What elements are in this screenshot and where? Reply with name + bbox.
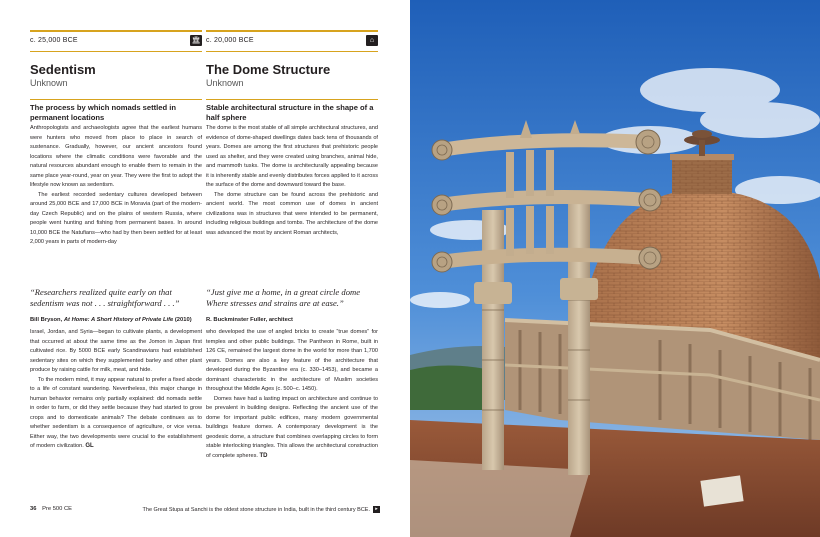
sedentism-body-2 bbox=[30, 328, 202, 496]
dome-body-1 bbox=[206, 124, 378, 280]
entry-date: c. 25,000 BCE bbox=[30, 37, 78, 44]
entry-title: The Dome Structure bbox=[206, 62, 331, 77]
entry-title: Sedentism bbox=[30, 62, 96, 77]
entry-inventor: Unknown bbox=[206, 78, 244, 88]
dome-body-2 bbox=[206, 328, 378, 496]
attribution-year: (2010) bbox=[174, 317, 192, 323]
author-initials: GL bbox=[85, 443, 94, 449]
attribution-name: Bill Bryson, bbox=[30, 317, 63, 323]
stupa-illustration bbox=[410, 0, 820, 537]
quote-attribution bbox=[30, 316, 206, 324]
stupa-photo bbox=[410, 0, 820, 537]
pull-quote: “Just give me a home, in a great circle dome Where stresses and strains are at ease.” bbox=[206, 287, 361, 308]
photo-caption: The Great Stupa at Sanchi is the oldest stone structure in India, built in the third century BCE. ▸ bbox=[143, 506, 380, 513]
section-name: Pre 500 CE bbox=[42, 506, 73, 512]
dome-icon: ⌂ bbox=[366, 35, 378, 46]
paragraph: Anthropologists and archaeologists agree that the earliest humans were hunters who moved from place to place in search of sustenance. Gradually, however, our ancient ancestors found locations where the climatic conditions were favorable and the natural resources abundant enough to enable them to remain in the same place year-round, year on year. They were the first to adopt the lifestyle now known as sedentism. bbox=[30, 125, 202, 188]
sedentism-header bbox=[30, 30, 202, 123]
paragraph: To the modern mind, it may appear natural to prefer a fixed abode to a life of constant wandering. Nevertheless, this major change in human behavior remains only partially explained: did nomads settle in order to farm, or did they settle because they had started to grow crops and to domesticate animals? The debate continues as to whether sedentism is a consequence of agriculture, or vice versa. Either way, the two developments were crucial to the establishment of modern civilization. GL bbox=[30, 376, 202, 449]
arrow-right-icon: ▸ bbox=[373, 506, 380, 513]
paragraph: The earliest recorded sedentary cultures developed between around 25,000 BCE and 17,000 BCE in Moravia (part of the modern-day Czech Republic) and on the plains of western Russia, where people went hunting and fishing from permanent bases. In around 10,000 BCE the Natufians—who had by then been settled for at least 2,000 years in parts of modern-day bbox=[30, 191, 202, 245]
header-rule bbox=[30, 30, 202, 32]
museum-icon: 🏛 bbox=[191, 37, 201, 44]
entry-inventor: Unknown bbox=[30, 78, 68, 88]
attribution-name: R. Buckminster Fuller, architect bbox=[206, 317, 293, 323]
attribution-work: At Home: A Short History of Private Life bbox=[63, 317, 174, 323]
paragraph: The dome structure can be found across the prehistoric and ancient world. The most common use of domes in ancient civilizations was in structures that were intended to be permanent, including religious buildings and tombs. The architecture of the dome was advanced the most by ancient Roman architects, bbox=[206, 191, 378, 236]
paragraph: The dome is the most stable of all simple architectural structures, and evidence of dome-shaped dwellings dates back tens of thousands of years. Domes are among the first structures that prehistoric people used as shelter, and they were created using branches, animal hide, and mammoth tusks. The dome is architecturally appealing because it is inherently stable and evenly distributes forces applied to it across the surface of the dome and downward toward the base. bbox=[206, 125, 378, 188]
dome-header bbox=[206, 30, 378, 123]
sedentism-body-1 bbox=[30, 124, 202, 280]
quote-attribution bbox=[206, 316, 382, 324]
header-rule bbox=[206, 30, 378, 32]
paragraph: who developed the use of angled bricks to create “true domes” for temples and other public buildings. The Pantheon in Rome, built in 126 CE, remained the largest dome in the world for more than 1,700 years. Domes are also a key feature of the architecture that developed during the Byzantine era (c. 330–1453), and became a dominant characteristic in the architecture of Muslim societies throughout the Middle Ages (c. 500–c. 1450). bbox=[206, 329, 378, 392]
entry-standfirst: The process by which nomads settled in permanent locations bbox=[30, 103, 177, 122]
entry-date: c. 20,000 BCE bbox=[206, 37, 254, 44]
page-footer bbox=[30, 506, 380, 518]
author-initials: TD bbox=[259, 452, 268, 459]
paragraph: Israel, Jordan, and Syria—began to cultivate plants, a development that occurred at about the same time as the Jomon in Japan first cultivated rice. By 5000 BCE early Scandinavians had established sedentary sites on which they supplemented barley and other plant produce by raising cattle for milk, meat, and hide. bbox=[30, 329, 202, 373]
pull-quote: “Researchers realized quite early on that sedentism was not . . . straightforward . . .” bbox=[30, 287, 180, 308]
entry-standfirst: Stable architectural structure in the shape of a half sphere bbox=[206, 103, 374, 122]
paragraph: Domes have had a lasting impact on architecture and continue to be prevalent in building designs. Reflecting the ancient use of the dome for important public edifices, many modern governmental buildings feature domes. A contemporary development is the geodesic dome, a structure that combines overlapping circles to form stable interlocking triangles. This allows the architectural construction of complete spheres. TD bbox=[206, 395, 378, 459]
page-number: 36 bbox=[30, 506, 37, 512]
folio bbox=[30, 506, 72, 512]
